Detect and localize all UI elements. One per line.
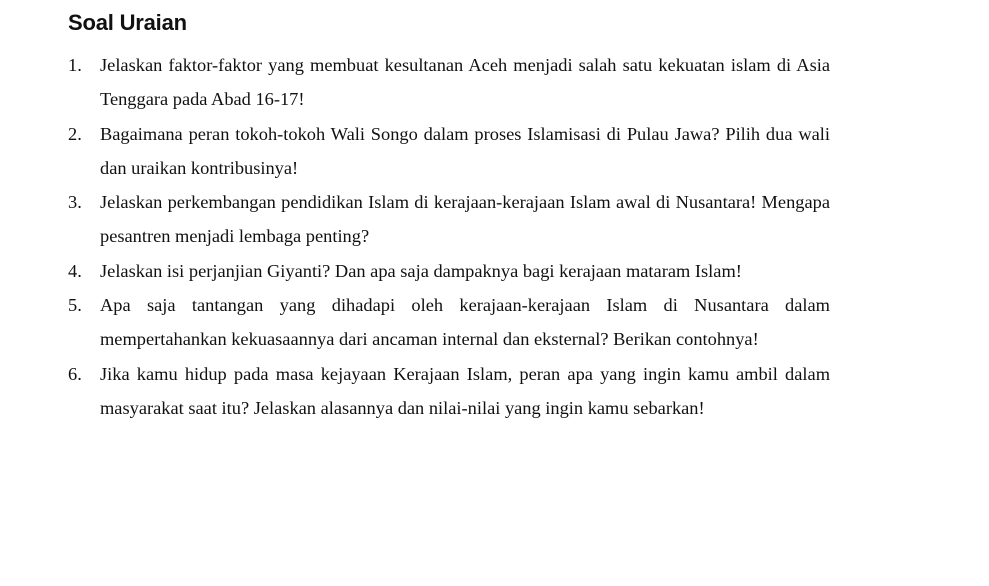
question-item-2 — [68, 117, 830, 186]
question-text: Bagaimana peran tokoh-tokoh Wali Songo dalam proses Islamisasi di Pulau Jawa? Pilih dua wali dan uraikan kontribusinya! — [100, 123, 830, 178]
question-number: 6. — [68, 363, 82, 384]
question-item-1 — [68, 48, 830, 117]
question-list — [68, 48, 830, 425]
document-page — [68, 8, 830, 425]
question-text: Apa saja tantangan yang dihadapi oleh kerajaan-kerajaan Islam di Nusantara dalam mempertahankan kekuasaannya dari ancaman internal dan eksternal? Berikan contohnya! — [100, 295, 830, 350]
question-text: Jelaskan faktor-faktor yang membuat kesultanan Aceh menjadi salah satu kekuatan islam di Asia Tenggara pada Abad 16-17! — [100, 55, 830, 110]
question-number: 1. — [68, 55, 82, 75]
question-number: 3. — [68, 192, 82, 213]
question-text: Jelaskan isi perjanjian Giyanti? Dan apa saja dampaknya bagi kerajaan mataram Islam! — [100, 260, 742, 281]
question-number: 5. — [68, 295, 82, 316]
question-item-4 — [68, 254, 830, 288]
question-item-3 — [68, 185, 830, 254]
question-text: Jelaskan perkembangan pendidikan Islam di kerajaan-kerajaan Islam awal di Nusantara! Mengapa pesantren menjadi lembaga penting? — [100, 192, 830, 247]
question-item-6 — [68, 357, 830, 426]
question-item-5 — [68, 288, 830, 357]
question-number: 2. — [68, 123, 82, 144]
question-number: 4. — [68, 260, 82, 281]
question-text: Jika kamu hidup pada masa kejayaan Kerajaan Islam, peran apa yang ingin kamu ambil dalam masyarakat saat itu? Jelaskan alasannya dan nilai-nilai yang ingin kamu sebarkan! — [100, 363, 830, 418]
section-heading: Soal Uraian — [68, 10, 187, 35]
